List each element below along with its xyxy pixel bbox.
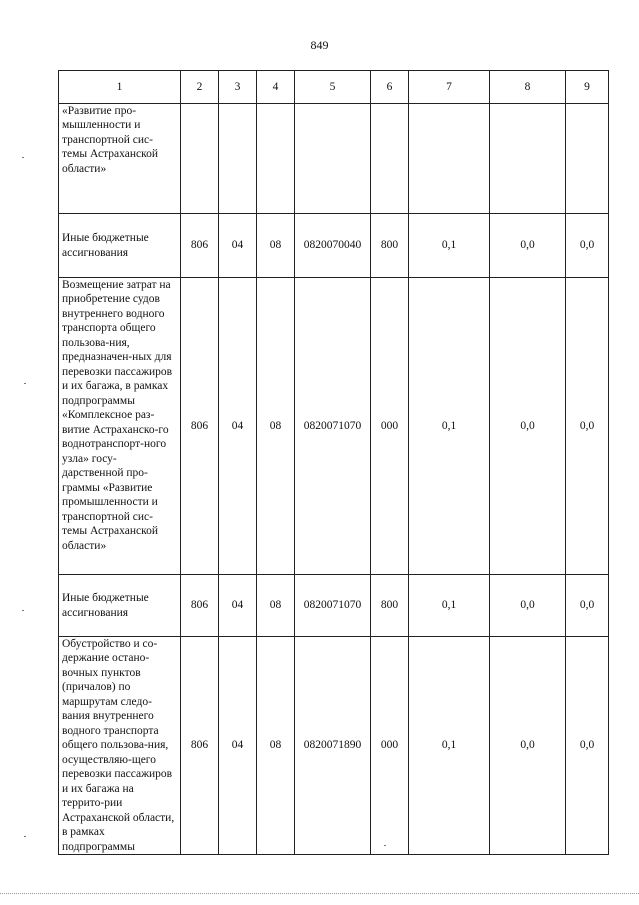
cell-ministry-code <box>181 104 219 214</box>
cell-ministry-code: 806 <box>181 575 219 637</box>
page-number: 849 <box>310 38 329 52</box>
cell-amount-col9: 0,0 <box>566 278 609 575</box>
column-header: 5 <box>295 71 371 104</box>
cell-section <box>219 104 257 214</box>
cell-expense-type <box>371 104 409 214</box>
cell-expense-type: 800 <box>371 214 409 278</box>
cell-amount-col7: 0,1 <box>409 575 490 637</box>
table-row <box>59 278 609 575</box>
row-description: Возмещение затрат на приобретение судов внутреннего водного транспорта общего пользова-ния, предназначен-ных для перевозки пассажиров и их багажа, в рамках подпрограммы «Комплексное раз-витие Астраханско-го воднотранспорт-ного узла» госу-дарственной про-граммы «Развитие промышленности и транспортной сис-темы Астраханской области» <box>59 278 181 575</box>
table-row <box>59 575 609 637</box>
cell-amount-col9: 0,0 <box>566 637 609 855</box>
cell-subsection: 08 <box>257 575 295 637</box>
column-header: 8 <box>490 71 566 104</box>
cell-target-article: 0820071070 <box>295 278 371 575</box>
table-row <box>59 637 609 855</box>
scan-speck <box>24 383 26 384</box>
cell-expense-type: 000 <box>371 637 409 855</box>
cell-target-article: 0820071890 <box>295 637 371 855</box>
cell-section: 04 <box>219 637 257 855</box>
cell-target-article: 0820070040 <box>295 214 371 278</box>
cell-amount-col9 <box>566 104 609 214</box>
row-description: Иные бюджетные ассигнования <box>59 214 181 278</box>
table-row <box>59 214 609 278</box>
cell-amount-col8 <box>490 104 566 214</box>
cell-amount-col9: 0,0 <box>566 214 609 278</box>
row-description: Обустройство и со-держание остано-вочных пунктов (причалов) по маршрутам следо-вания внутреннего водного транспорта общего пользова-ния, осуществляю-щего перевозки пассажиров и их багажа на террито-рии Астраханской области, в рамках подпрограммы <box>59 637 181 855</box>
cell-amount-col7: 0,1 <box>409 637 490 855</box>
budget-table <box>58 70 609 855</box>
cell-section: 04 <box>219 575 257 637</box>
cell-subsection: 08 <box>257 214 295 278</box>
cell-section: 04 <box>219 278 257 575</box>
cell-section: 04 <box>219 214 257 278</box>
column-header: 1 <box>59 71 181 104</box>
cell-ministry-code: 806 <box>181 214 219 278</box>
scan-speck <box>22 610 24 611</box>
cell-amount-col9: 0,0 <box>566 575 609 637</box>
cell-amount-col7: 0,1 <box>409 214 490 278</box>
column-header: 7 <box>409 71 490 104</box>
table-header-row <box>59 71 609 104</box>
column-header: 9 <box>566 71 609 104</box>
row-description: «Развитие про-мышленности и транспортной сис-темы Астраханской области» <box>59 104 181 214</box>
column-header: 2 <box>181 71 219 104</box>
cell-expense-type: 800 <box>371 575 409 637</box>
cell-target-article <box>295 104 371 214</box>
cell-amount-col7 <box>409 104 490 214</box>
scan-speck <box>24 836 26 837</box>
cell-amount-col7: 0,1 <box>409 278 490 575</box>
column-header: 4 <box>257 71 295 104</box>
cell-ministry-code: 806 <box>181 637 219 855</box>
scan-edge-line <box>0 893 639 894</box>
cell-ministry-code: 806 <box>181 278 219 575</box>
cell-amount-col8: 0,0 <box>490 278 566 575</box>
cell-amount-col8: 0,0 <box>490 637 566 855</box>
scan-speck <box>22 157 24 158</box>
cell-subsection <box>257 104 295 214</box>
cell-subsection: 08 <box>257 637 295 855</box>
scan-speck <box>384 845 386 846</box>
cell-subsection: 08 <box>257 278 295 575</box>
column-header: 6 <box>371 71 409 104</box>
table-row <box>59 104 609 214</box>
cell-amount-col8: 0,0 <box>490 575 566 637</box>
row-description: Иные бюджетные ассигнования <box>59 575 181 637</box>
column-header: 3 <box>219 71 257 104</box>
cell-expense-type: 000 <box>371 278 409 575</box>
cell-amount-col8: 0,0 <box>490 214 566 278</box>
cell-target-article: 0820071070 <box>295 575 371 637</box>
